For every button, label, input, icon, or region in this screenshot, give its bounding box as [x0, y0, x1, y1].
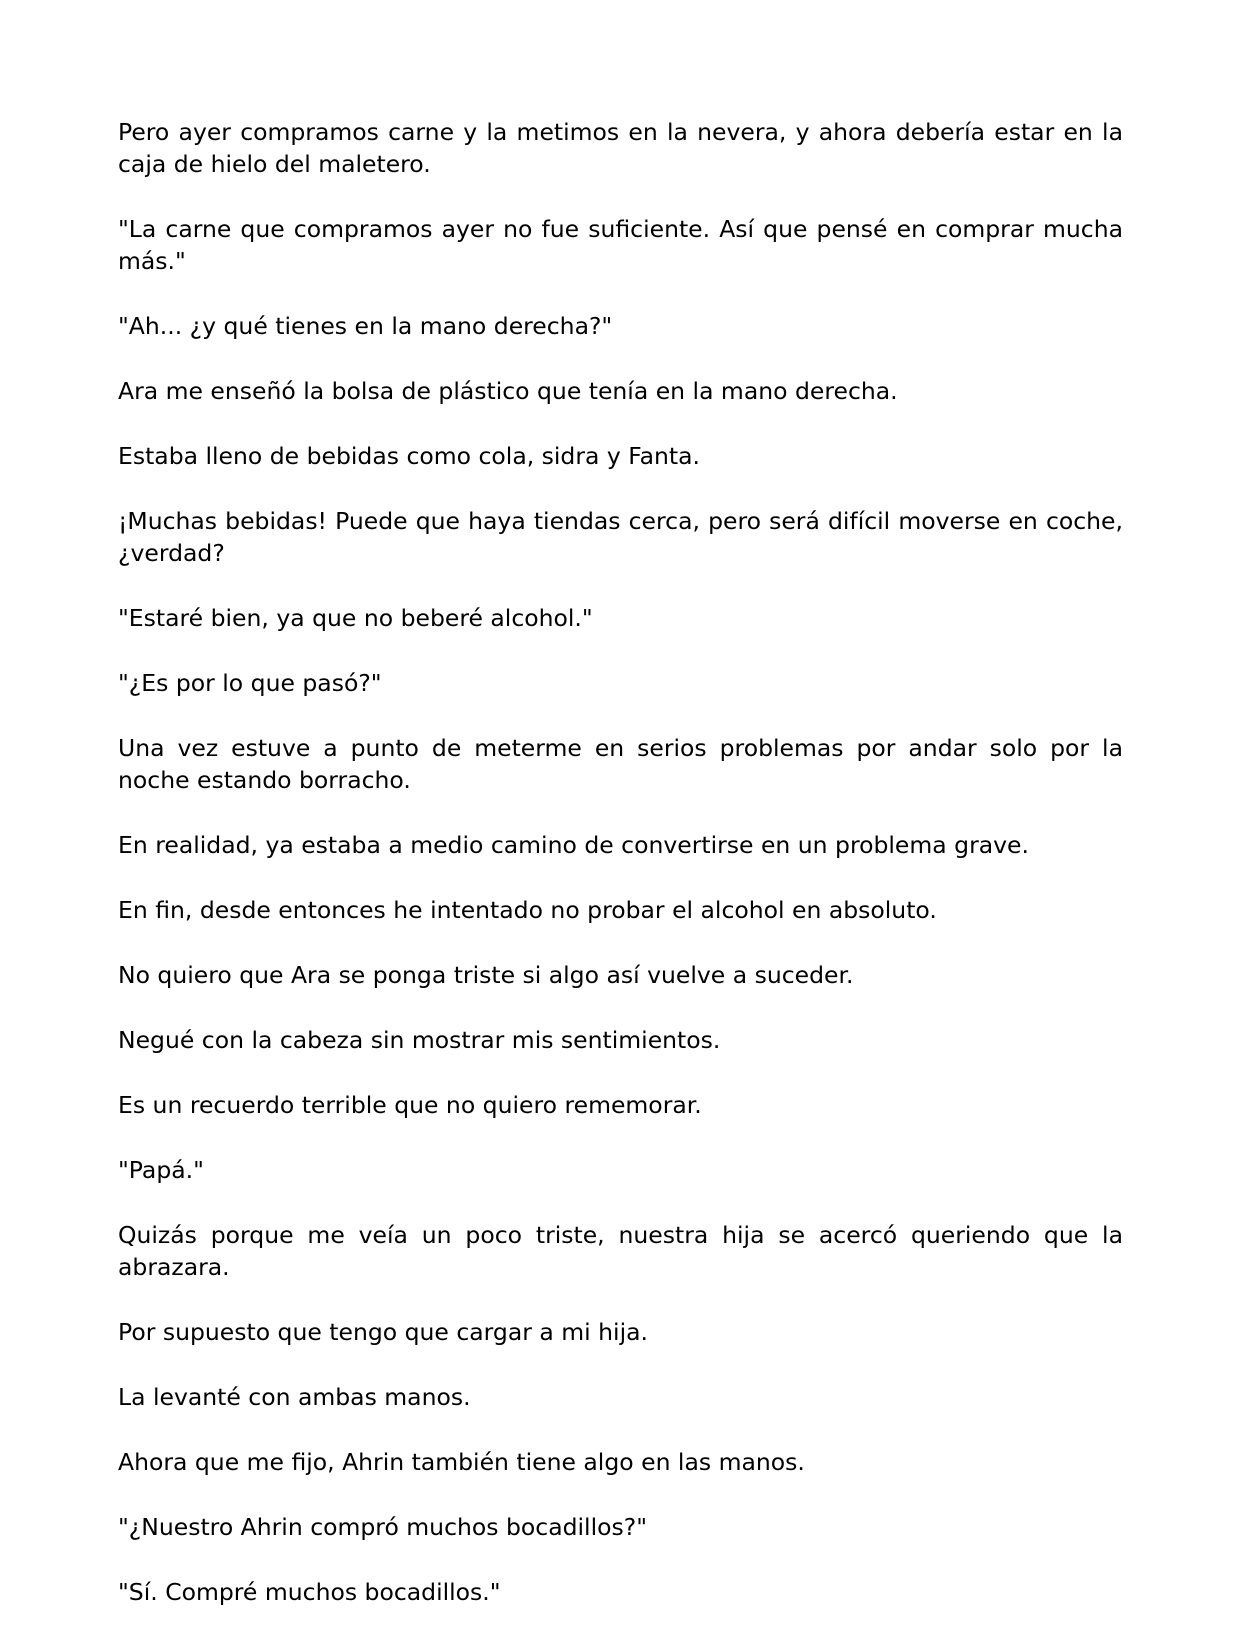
document-page: [118, 116, 1123, 1641]
paragraph: Quizás porque me veía un poco triste, nuestra hija se acercó queriendo que la abrazara.: [118, 1221, 1123, 1281]
paragraph: Es un recuerdo terrible que no quiero rememorar.: [118, 1091, 702, 1119]
paragraph: Ahora que me fijo, Ahrin también tiene algo en las manos.: [118, 1448, 805, 1476]
paragraph: No quiero que Ara se ponga triste si algo así vuelve a suceder.: [118, 961, 854, 989]
paragraph: "Papá.": [118, 1156, 204, 1184]
paragraph: En realidad, ya estaba a medio camino de convertirse en un problema grave.: [118, 831, 1029, 859]
paragraph: En fin, desde entonces he intentado no probar el alcohol en absoluto.: [118, 896, 937, 924]
paragraph: "¿Nuestro Ahrin compró muchos bocadillos?": [118, 1513, 648, 1541]
paragraph: "La carne que compramos ayer no fue suficiente. Así que pensé en comprar mucha más.": [118, 215, 1123, 275]
paragraph: Pero ayer compramos carne y la metimos en la nevera, y ahora debería estar en la caja de hielo del maletero.: [118, 118, 1123, 178]
paragraph: "Estaré bien, ya que no beberé alcohol.": [118, 604, 593, 632]
paragraph: ¡Muchas bebidas! Puede que haya tiendas cerca, pero será difícil moverse en coche, ¿verdad?: [118, 507, 1123, 567]
paragraph: Una vez estuve a punto de meterme en serios problemas por andar solo por la noche estando borracho.: [118, 734, 1123, 794]
paragraph: "¿Es por lo que pasó?": [118, 669, 382, 697]
paragraph: Estaba lleno de bebidas como cola, sidra y Fanta.: [118, 442, 700, 470]
paragraph: Ara me enseñó la bolsa de plástico que tenía en la mano derecha.: [118, 377, 898, 405]
paragraph: "Sí. Compré muchos bocadillos.": [118, 1578, 501, 1606]
paragraph: Por supuesto que tengo que cargar a mi hija.: [118, 1318, 648, 1346]
paragraph: La levanté con ambas manos.: [118, 1383, 471, 1411]
paragraph: "Ah... ¿y qué tienes en la mano derecha?": [118, 312, 613, 340]
paragraph: Negué con la cabeza sin mostrar mis sentimientos.: [118, 1026, 721, 1054]
